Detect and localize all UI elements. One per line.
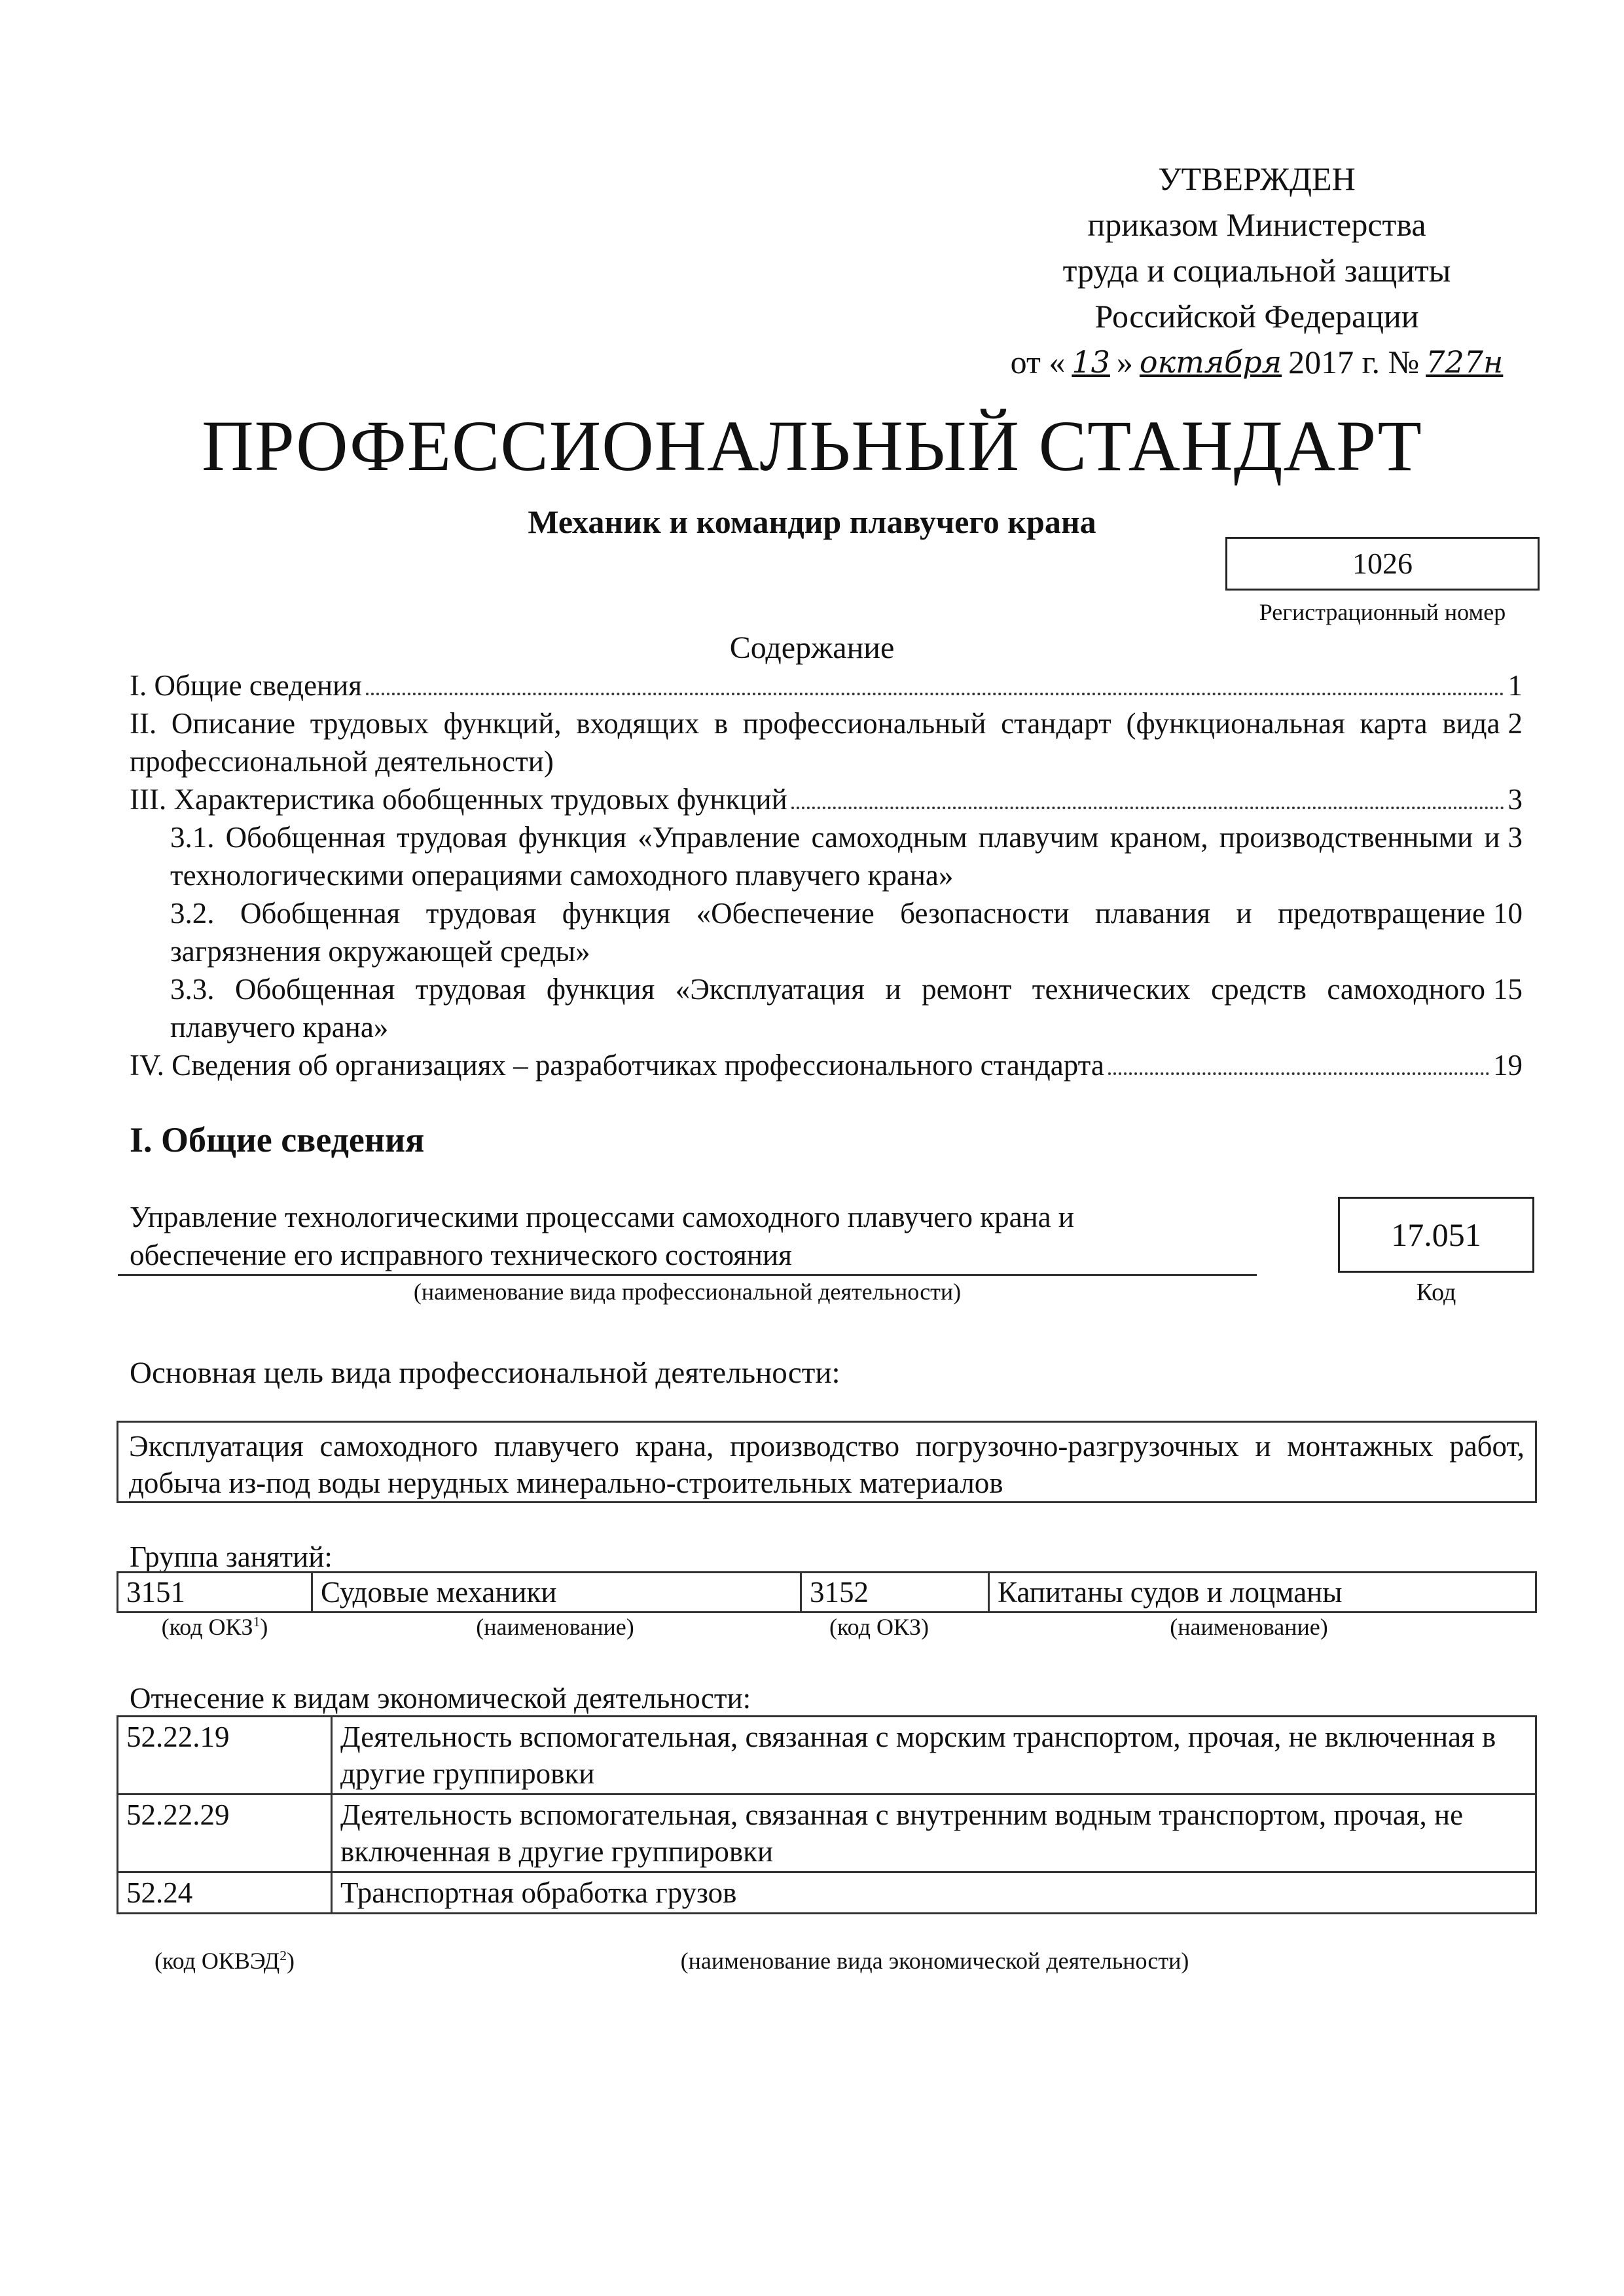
handwritten-order-number: 727н <box>1426 344 1504 380</box>
occupation-group-label: Группа занятий: <box>130 1540 333 1573</box>
activity-name-line: Управление технологическими процессами самоходного плавучего крана и <box>130 1201 1074 1233</box>
toc-page-number: 2 <box>1507 707 1523 740</box>
toc-entry[interactable] <box>130 666 1523 704</box>
okved-code-caption-close: ) <box>287 1948 295 1974</box>
activity-code-box: 17.051 <box>1338 1197 1534 1273</box>
economic-activity-captions <box>117 1947 1537 1975</box>
okved-name-cell: Деятельность вспомогательная, связанная с морским транспортом, прочая, не включенная в другие группировки <box>332 1717 1536 1795</box>
toc-entry-text: IV. Сведения об организациях – разработчиках профессионального стандарта <box>130 1049 1104 1082</box>
okved-code-caption-text: (код ОКВЭД <box>154 1948 280 1974</box>
toc-entry[interactable] <box>130 780 1523 818</box>
toc-title: Содержание <box>729 630 895 665</box>
occupation-name-cell: Судовые механики <box>312 1573 801 1613</box>
occupation-code-cell: 3152 <box>801 1573 989 1613</box>
occupation-name-caption: (наименование) <box>1170 1614 1328 1640</box>
table-row <box>118 1872 1536 1914</box>
table-row <box>118 1795 1536 1872</box>
date-prefix: от « <box>1010 344 1066 380</box>
occupation-code-cell: 3151 <box>118 1573 312 1613</box>
occupation-table <box>117 1571 1537 1613</box>
approval-line: труда и социальной защиты <box>1062 252 1451 289</box>
toc-page-number: 19 <box>1493 1049 1523 1082</box>
toc-entry[interactable] <box>130 818 1523 894</box>
occupation-name-cell: Капитаны судов и лоцманы <box>989 1573 1536 1613</box>
goal-box: Эксплуатация самоходного плавучего крана, производство погрузочно-разгрузочных и монтажных работ, добыча из-под воды нерудных минерально-строительных материалов <box>117 1421 1537 1503</box>
document-title: ПРОФЕССИОНАЛЬНЫЙ СТАНДАРТ <box>202 406 1422 486</box>
date-year-number-label: 2017 г. № <box>1288 344 1420 380</box>
approval-date-line <box>969 339 1545 385</box>
registration-number-box: 1026 <box>1225 537 1540 591</box>
table-row <box>118 1573 1536 1613</box>
okz-code-caption <box>117 1613 313 1641</box>
toc-page-number: 15 <box>1493 973 1523 1006</box>
toc-entry[interactable] <box>130 894 1523 970</box>
date-quote-close: » <box>1116 344 1133 380</box>
approval-block <box>969 156 1545 385</box>
toc-entry-text: 3.3. Обобщенная трудовая функция «Эксплуатация и ремонт технических средств самоходного плавучего крана» <box>170 973 1485 1044</box>
toc-entry-text: I. Общие сведения <box>130 669 362 702</box>
toc-entry[interactable] <box>130 1046 1523 1084</box>
document-subtitle: Механик и командир плавучего крана <box>528 503 1096 540</box>
okz-code-caption: (код ОКЗ) <box>829 1614 929 1640</box>
okved-name-caption: (наименование вида экономической деятельности) <box>680 1948 1189 1974</box>
okz-code-caption-text: (код ОКЗ <box>161 1614 253 1640</box>
okved-code-cell: 52.22.19 <box>118 1717 332 1795</box>
okved-name-cell: Деятельность вспомогательная, связанная с внутренним водным транспортом, прочая, не включенная в другие группировки <box>332 1795 1536 1872</box>
toc-dot-leader <box>791 807 1504 809</box>
occupation-name-caption: (наименование) <box>476 1614 634 1640</box>
footnote-marker: 1 <box>253 1614 261 1630</box>
section-heading: I. Общие сведения <box>130 1120 425 1159</box>
occupation-captions <box>117 1613 1537 1641</box>
approval-line: Российской Федерации <box>1094 298 1419 335</box>
activity-underline <box>118 1274 1257 1276</box>
toc-entry[interactable] <box>130 970 1523 1046</box>
goal-label: Основная цель вида профессиональной деятельности: <box>130 1356 840 1390</box>
activity-code-caption: Код <box>1416 1279 1456 1306</box>
toc-page-number: 10 <box>1493 897 1523 930</box>
approval-heading: УТВЕРЖДЕН <box>1158 160 1356 197</box>
handwritten-month: октября <box>1139 344 1282 380</box>
toc-entry-text: 3.1. Обобщенная трудовая функция «Управление самоходным плавучим краном, производственными и технологическими операциями самоходного плавучего крана» <box>170 821 1500 892</box>
toc-entry-text: 3.2. Обобщенная трудовая функция «Обеспечение безопасности плавания и предотвращение загрязнения окружающей среды» <box>170 897 1485 968</box>
toc-page-number: 3 <box>1507 821 1523 854</box>
toc-entry-text: II. Описание трудовых функций, входящих в профессиональный стандарт (функциональная карта вида профессиональной деятельности) <box>130 707 1500 778</box>
economic-activity-label: Отнесение к видам экономической деятельности: <box>130 1682 751 1715</box>
toc-entry-text: III. Характеристика обобщенных трудовых функций <box>130 783 787 816</box>
handwritten-day: 13 <box>1072 344 1110 380</box>
okved-code-cell: 52.24 <box>118 1872 332 1914</box>
okz-code-caption-close: ) <box>260 1614 268 1640</box>
table-row <box>118 1717 1536 1795</box>
okved-code-cell: 52.22.29 <box>118 1795 332 1872</box>
activity-name-line: обеспечение его исправного технического состояния <box>130 1239 792 1271</box>
toc-page-number: 1 <box>1507 669 1523 702</box>
table-of-contents <box>130 666 1523 1084</box>
okved-name-cell: Транспортная обработка грузов <box>332 1872 1536 1914</box>
toc-entry[interactable] <box>130 704 1523 780</box>
toc-page-number: 3 <box>1507 783 1523 816</box>
economic-activity-table <box>117 1715 1537 1914</box>
approval-line: приказом Министерства <box>1087 206 1426 243</box>
okved-code-caption <box>117 1947 333 1975</box>
footnote-marker: 2 <box>280 1948 287 1963</box>
registration-number-caption: Регистрационный номер <box>1259 599 1506 625</box>
toc-dot-leader <box>366 693 1504 695</box>
activity-name <box>130 1198 1242 1274</box>
activity-caption: (наименование вида профессиональной деятельности) <box>413 1279 962 1305</box>
toc-dot-leader <box>1108 1072 1489 1075</box>
